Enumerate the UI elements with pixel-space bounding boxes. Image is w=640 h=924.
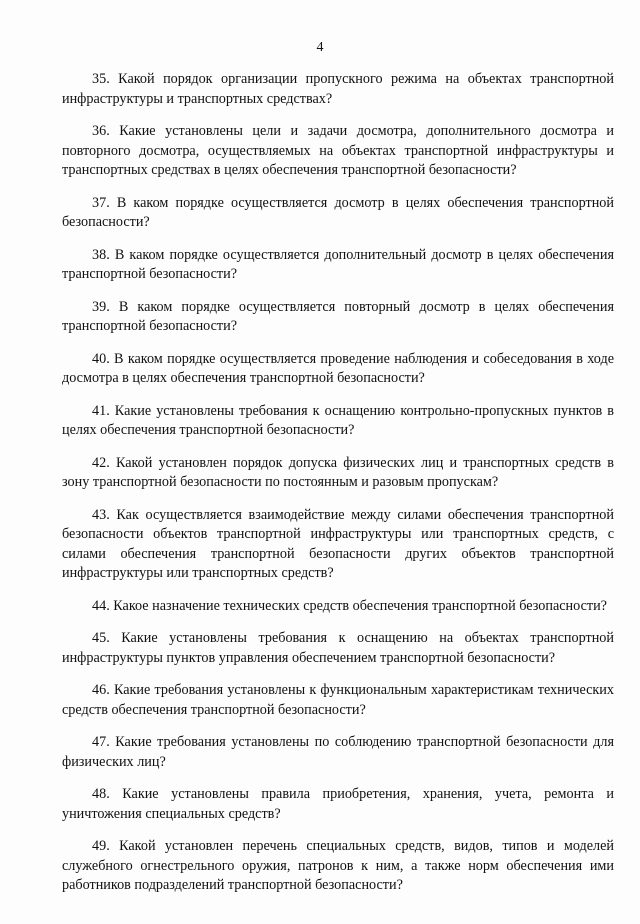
- question-item: 42. Какой установлен порядок допуска физических лиц и транспортных средств в зону транспортной безопасности по постоянным и разовым пропускам?: [62, 454, 614, 490]
- question-item: 43. Как осуществляется взаимодействие между силами обеспечения транспортной безопасности объектов транспортной инфраструктуры или транспортных средств, с силами обеспечения транспортной безопасности других объектов транспортной инфраструктуры или транспортных средств?: [62, 506, 614, 581]
- question-item: 48. Какие установлены правила приобретения, хранения, учета, ремонта и уничтожения специальных средств?: [62, 786, 614, 822]
- question-item: 45. Какие установлены требования к оснащению на объектах транспортной инфраструктуры пунктов управления обеспечением транспортной безопасности?: [62, 630, 614, 666]
- question-item: 37. В каком порядке осуществляется досмотр в целях обеспечения транспортной безопасности?: [62, 194, 614, 230]
- question-list: [62, 70, 614, 896]
- question-item: 38. В каком порядке осуществляется дополнительный досмотр в целях обеспечения транспортной безопасности?: [62, 246, 614, 282]
- question-item: 44. Какое назначение технических средств обеспечения транспортной безопасности?: [92, 597, 607, 614]
- question-item: 36. Какие установлены цели и задачи досмотра, дополнительного досмотра и повторного досмотра, осуществляемых на объектах транспортной инфраструктуры и транспортных средствах в целях обеспечения транспортной безопасности?: [62, 123, 614, 178]
- question-item: 40. В каком порядке осуществляется проведение наблюдения и собеседования в ходе досмотра в целях обеспечения транспортной безопасности?: [62, 350, 614, 386]
- page-number: 4: [316, 40, 324, 55]
- question-item: 49. Какой установлен перечень специальных средств, видов, типов и моделей служебного огнестрельного оружия, патронов к ним, а также норм обеспечения ими работников подразделений транспортной безопасности?: [62, 838, 614, 893]
- question-item: 47. Какие требования установлены по соблюдению транспортной безопасности для физических лиц?: [62, 734, 614, 770]
- question-item: 35. Какой порядок организации пропускного режима на объектах транспортной инфраструктуры и транспортных средствах?: [62, 71, 614, 107]
- question-item: 46. Какие требования установлены к функциональным характеристикам технических средств обеспечения транспортной безопасности?: [62, 682, 614, 718]
- question-item: 39. В каком порядке осуществляется повторный досмотр в целях обеспечения транспортной безопасности?: [62, 298, 614, 334]
- question-item: 41. Какие установлены требования к оснащению контрольно-пропускных пунктов в целях обеспечения транспортной безопасности?: [62, 402, 614, 438]
